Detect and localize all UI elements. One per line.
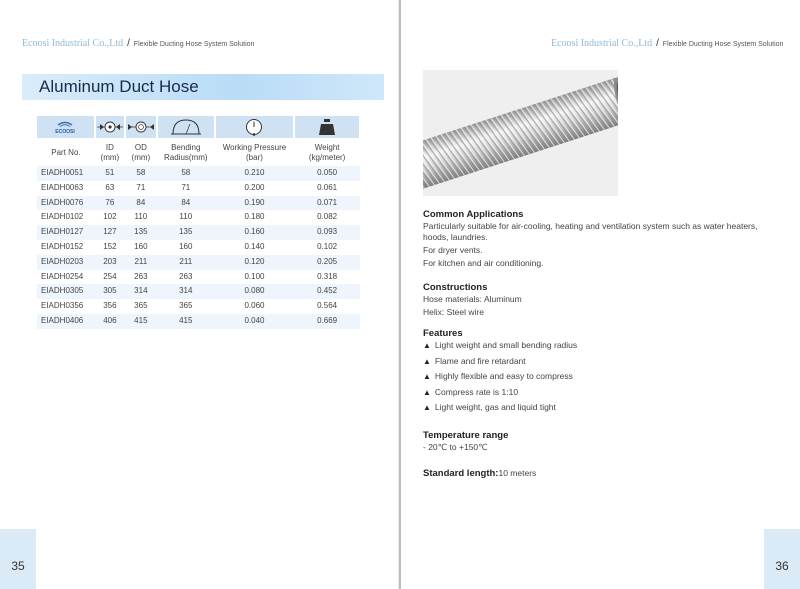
cell-od: 84 [125, 196, 157, 211]
table-row [37, 299, 360, 314]
table-row [37, 166, 360, 181]
feature-item: ▲ Light weight and small bending radius [423, 340, 578, 350]
bending-radius-icon [170, 118, 202, 136]
applications-line-3: For kitchen and air conditioning. [423, 258, 544, 268]
col-header-part: Part No. [51, 148, 81, 157]
cell-working-pressure: 0.080 [215, 284, 295, 299]
header-tagline: Flexible Ducting Hose System Solution [133, 41, 255, 48]
features-section [423, 328, 785, 418]
col-header-bend: Bending Radius(mm) [163, 143, 208, 162]
cell-id: 305 [95, 284, 125, 299]
cell-bending-radius: 160 [179, 241, 193, 251]
cell-part-no: EIADH0063 [41, 182, 84, 192]
cell-bending-radius: 365 [179, 301, 193, 311]
weight-icon-cell [294, 116, 360, 138]
cell-weight: 0.082 [317, 212, 338, 222]
table-body [37, 166, 360, 329]
cell-id: 254 [103, 271, 117, 281]
temperature-value: - 20℃ to +150℃ [423, 442, 488, 452]
cell-od: 110 [134, 212, 148, 222]
cell-od: 365 [134, 301, 148, 311]
table-row [37, 270, 360, 285]
icon-row [37, 116, 360, 138]
triangle-bullet-icon: ▲ [423, 372, 431, 381]
cell-bending-radius: 135 [157, 225, 215, 240]
cell-weight: 0.318 [317, 271, 338, 281]
feature-item: ▲ Flame and fire retardant [423, 355, 526, 366]
cell-bending-radius: 415 [157, 314, 215, 329]
left-page [0, 0, 399, 589]
cell-od: 71 [136, 182, 146, 192]
applications-line-1: Particularly suitable for air-cooling, heating and ventilation system such as water heaters, hoods, laundries. [423, 221, 758, 242]
temperature-title: Temperature range [423, 430, 509, 441]
cell-working-pressure: 0.200 [244, 182, 265, 192]
ecoosi-logo-icon [48, 119, 82, 135]
table-row [37, 196, 360, 211]
cell-working-pressure: 0.190 [215, 196, 295, 211]
features-title: Features [423, 328, 463, 339]
feature-item: ▲ Light weight, gas and liquid tight [423, 402, 556, 412]
feature-item: ▲ Compress rate is 1:10 [423, 386, 519, 397]
cell-working-pressure: 0.140 [244, 241, 265, 251]
cell-weight: 0.102 [317, 241, 338, 251]
cell-weight: 0.050 [294, 166, 360, 181]
cell-weight: 0.452 [294, 284, 360, 299]
triangle-bullet-icon: ▲ [423, 387, 431, 397]
cell-weight: 0.093 [294, 225, 360, 240]
cell-working-pressure: 0.040 [215, 314, 295, 329]
cell-working-pressure: 0.060 [244, 301, 265, 311]
cell-od: 160 [134, 241, 148, 251]
weight-icon [318, 118, 336, 136]
constructions-line-1: Hose materials: Aluminum [423, 294, 522, 304]
cell-part-no: EIADH0152 [41, 241, 84, 251]
bending-radius-icon-cell [157, 116, 215, 138]
standard-length-value: 10 meters [498, 468, 537, 478]
applications-title: Common Applications [423, 209, 524, 220]
left-header [22, 38, 254, 49]
table-row [37, 225, 360, 240]
pressure-gauge-icon [245, 118, 263, 136]
table-row [37, 181, 360, 196]
applications-section [423, 209, 785, 271]
cell-id: 127 [95, 225, 125, 240]
inner-diameter-icon [96, 120, 124, 134]
cell-working-pressure: 0.180 [244, 212, 265, 222]
pressure-gauge-icon-cell [215, 116, 295, 138]
cell-weight: 0.061 [317, 182, 338, 192]
cell-weight: 0.205 [294, 255, 360, 270]
cell-bending-radius: 211 [157, 255, 215, 270]
cell-working-pressure: 0.120 [215, 255, 295, 270]
triangle-bullet-icon: ▲ [423, 356, 431, 366]
cell-bending-radius: 71 [181, 182, 191, 192]
page-title: Aluminum Duct Hose [39, 77, 199, 96]
cell-weight: 0.071 [294, 196, 360, 211]
header-separator: / [656, 38, 659, 49]
table-row [37, 314, 360, 329]
cell-part-no: EIADH0356 [41, 301, 84, 311]
cell-part-no: EIADH0406 [37, 314, 95, 329]
cell-id: 63 [105, 182, 115, 192]
table-row [37, 284, 360, 299]
header-tagline: Flexible Ducting Hose System Solution [662, 41, 784, 48]
col-header-weight: Weight (kg/meter) [308, 143, 346, 162]
table-header-row [37, 138, 360, 166]
constructions-line-2: Helix: Steel wire [423, 307, 484, 317]
outer-diameter-icon [127, 120, 155, 134]
aluminum-hose-image [423, 70, 618, 196]
cell-part-no: EIADH0102 [41, 212, 84, 222]
table-row [37, 240, 360, 255]
triangle-bullet-icon: ▲ [423, 403, 431, 412]
cell-od: 58 [125, 166, 157, 181]
cell-bending-radius: 110 [179, 212, 193, 222]
cell-bending-radius: 263 [179, 271, 193, 281]
cell-part-no: EIADH0076 [37, 196, 95, 211]
spec-table [37, 116, 361, 329]
right-page [401, 0, 800, 589]
inner-diameter-icon-cell [95, 116, 125, 138]
cell-working-pressure: 0.160 [215, 225, 295, 240]
page-number-right: 36 [764, 529, 800, 589]
right-header [551, 38, 783, 49]
cell-part-no: EIADH0051 [37, 166, 95, 181]
cell-bending-radius: 58 [157, 166, 215, 181]
cell-od: 135 [125, 225, 157, 240]
title-band [22, 74, 384, 100]
cell-part-no: EIADH0254 [41, 271, 84, 281]
standard-length-section [423, 468, 785, 479]
constructions-title: Constructions [423, 282, 488, 293]
cell-bending-radius: 84 [157, 196, 215, 211]
features-list [423, 340, 785, 413]
cell-id: 356 [103, 301, 117, 311]
brand-name: Ecoosi Industrial Co.,Ltd [551, 38, 653, 49]
cell-id: 51 [95, 166, 125, 181]
cell-id: 406 [95, 314, 125, 329]
cell-od: 314 [125, 284, 157, 299]
col-header-wp: Working Pressure (bar) [222, 143, 287, 162]
cell-part-no: EIADH0203 [37, 255, 95, 270]
outer-diameter-icon-cell [125, 116, 157, 138]
cell-id: 203 [95, 255, 125, 270]
header-separator: / [127, 38, 130, 49]
ecoosi-logo-cell [37, 116, 95, 138]
cell-id: 152 [103, 241, 117, 251]
cell-bending-radius: 314 [157, 284, 215, 299]
constructions-section [423, 282, 785, 320]
logo-text: ECOOSI [55, 129, 76, 135]
cell-part-no: EIADH0305 [37, 284, 95, 299]
page-number-left: 35 [0, 529, 36, 589]
cell-od: 415 [125, 314, 157, 329]
cell-part-no: EIADH0127 [37, 225, 95, 240]
cell-id: 76 [95, 196, 125, 211]
cell-id: 102 [103, 212, 117, 222]
table-row [37, 255, 360, 270]
cell-od: 263 [134, 271, 148, 281]
standard-length-label: Standard length: [423, 468, 499, 479]
product-photo [423, 70, 618, 196]
brand-name: Ecoosi Industrial Co.,Ltd [22, 38, 124, 49]
applications-line-2: For dryer vents. [423, 245, 483, 255]
cell-weight: 0.564 [317, 301, 338, 311]
col-header-od: OD (mm) [131, 143, 151, 162]
temperature-section [423, 430, 785, 455]
cell-working-pressure: 0.100 [244, 271, 265, 281]
cell-od: 211 [125, 255, 157, 270]
triangle-bullet-icon: ▲ [423, 341, 431, 350]
feature-item: ▲ Highly flexible and easy to compress [423, 371, 573, 381]
col-header-id: ID (mm) [100, 143, 120, 162]
cell-weight: 0.669 [294, 314, 360, 329]
cell-working-pressure: 0.210 [215, 166, 295, 181]
table-row [37, 210, 360, 225]
